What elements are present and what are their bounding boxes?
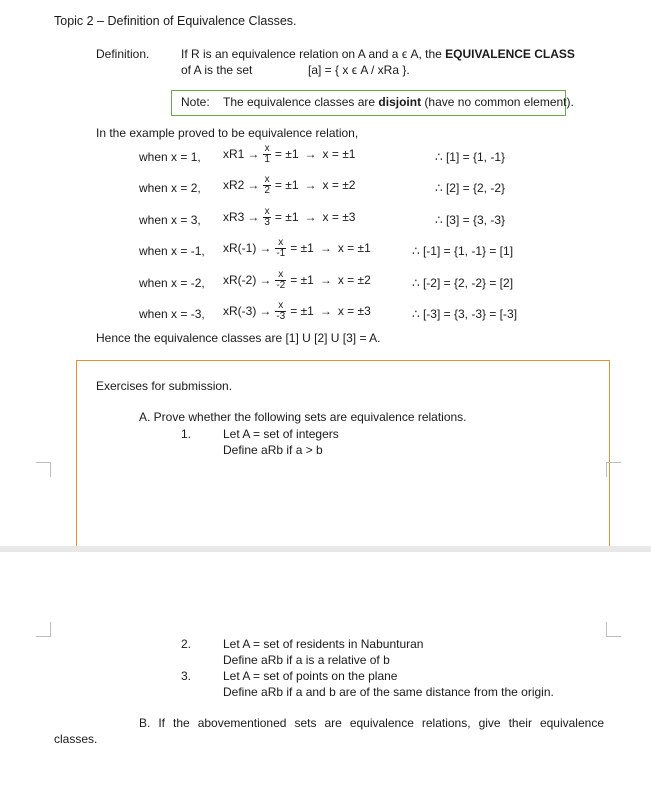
row-class: ∴ [1] = {1, -1} xyxy=(435,150,506,164)
definition-term: EQUIVALENCE CLASS xyxy=(445,47,575,61)
page-corner-mark xyxy=(606,462,621,477)
row-relation: xR1 xyxy=(223,146,245,161)
exercise-item-line: Let A = set of residents in Nabunturan xyxy=(223,637,424,651)
definition-text-line1 xyxy=(181,47,575,61)
fraction-denominator: 1 xyxy=(264,154,270,165)
exercise-item-line: Let A = set of integers xyxy=(223,427,339,441)
fraction-denominator: -3 xyxy=(276,311,286,322)
definition-text-line2: of A is the set xyxy=(181,63,253,77)
row-result: x = ±2 xyxy=(322,177,356,192)
row-equation xyxy=(223,144,358,165)
row-equation xyxy=(223,238,374,259)
row-equals: = ±1 xyxy=(274,177,299,192)
exercise-item-number: 1. xyxy=(181,427,192,441)
row-fraction xyxy=(263,144,271,165)
row-relation: xR2 xyxy=(223,177,245,192)
row-class: ∴ [3] = {3, -3} xyxy=(435,213,506,227)
row-equals: = ±1 xyxy=(274,209,299,224)
arrow-icon: → xyxy=(319,272,332,287)
arrow-icon: → xyxy=(319,240,332,255)
arrow-icon: → xyxy=(304,146,317,161)
page-corner-mark xyxy=(36,462,51,477)
row-equals: = ±1 xyxy=(274,146,299,161)
row-result: x = ±3 xyxy=(322,209,356,224)
definition-set-expression: [a] = { x ϵ A / xRa }. xyxy=(308,63,410,77)
row-class: ∴ [-1] = {1, -1} = [1] xyxy=(412,244,514,258)
row-relation: xR(-2) xyxy=(223,272,257,287)
note-text-post: (have no common element). xyxy=(421,95,574,109)
row-relation: xR(-1) xyxy=(223,240,257,255)
exercise-item-number: 2. xyxy=(181,637,192,651)
definition-label: Definition. xyxy=(96,47,150,61)
fraction-denominator: 2 xyxy=(264,185,270,196)
page-corner-mark xyxy=(36,622,51,637)
fraction-numerator: x xyxy=(275,301,286,312)
row-equals: = ±1 xyxy=(290,272,314,287)
row-when: when x = 1, xyxy=(139,150,201,164)
fraction-numerator: x xyxy=(275,238,286,249)
row-relation: xR(-3) xyxy=(223,303,257,318)
fraction-numerator: x xyxy=(275,270,286,281)
row-equation xyxy=(223,301,374,322)
arrow-icon: → xyxy=(247,146,260,161)
row-result: x = ±1 xyxy=(337,240,371,255)
row-relation: xR3 xyxy=(223,209,245,224)
row-fraction xyxy=(275,238,286,259)
row-class: ∴ [-3] = {3, -3} = [-3] xyxy=(412,307,518,321)
exercise-b-continuation: classes. xyxy=(54,732,98,746)
row-when: when x = 2, xyxy=(139,181,201,195)
row-equals: = ±1 xyxy=(290,303,314,318)
exercise-item-line: Define aRb if a and b are of the same distance from the origin. xyxy=(223,685,554,699)
conclusion-text: Hence the equivalence classes are [1] U [2] U [3] = A. xyxy=(96,331,381,345)
exercise-b-text: B. If the abovementioned sets are equivalence relations, give their equivalence xyxy=(139,716,604,730)
row-when: when x = 3, xyxy=(139,213,201,227)
arrow-icon: → xyxy=(247,177,260,192)
exercise-item-number: 3. xyxy=(181,669,192,683)
exercise-item-line: Define aRb if a > b xyxy=(223,443,323,457)
example-intro: In the example proved to be equivalence relation, xyxy=(96,126,359,140)
note-text xyxy=(223,95,574,109)
row-equals: = ±1 xyxy=(290,240,314,255)
row-class: ∴ [2] = {2, -2} xyxy=(435,181,506,195)
row-result: x = ±3 xyxy=(337,303,371,318)
row-when: when x = -1, xyxy=(139,244,205,258)
row-result: x = ±1 xyxy=(322,146,356,161)
arrow-icon: → xyxy=(259,240,272,255)
row-equation xyxy=(223,207,358,228)
arrow-icon: → xyxy=(247,209,260,224)
page-corner-mark xyxy=(606,622,621,637)
row-fraction xyxy=(275,270,286,291)
fraction-denominator: -2 xyxy=(276,280,286,291)
row-fraction xyxy=(263,207,271,228)
page-title: Topic 2 – Definition of Equivalence Classes. xyxy=(54,14,297,28)
fraction-denominator: -1 xyxy=(276,248,286,259)
fraction-numerator: x xyxy=(264,174,270,185)
arrow-icon: → xyxy=(259,272,272,287)
fraction-numerator: x xyxy=(264,206,270,217)
note-text-bold: disjoint xyxy=(378,95,422,109)
row-when: when x = -2, xyxy=(139,276,205,290)
exercise-a-heading: A. Prove whether the following sets are equivalence relations. xyxy=(139,410,467,424)
page-break xyxy=(0,546,651,552)
row-result: x = ±2 xyxy=(337,272,371,287)
arrow-icon: → xyxy=(304,209,317,224)
arrow-icon: → xyxy=(259,303,272,318)
row-equation xyxy=(223,270,374,291)
row-class: ∴ [-2] = {2, -2} = [2] xyxy=(412,276,514,290)
definition-text: If R is an equivalence relation on A and a ϵ A, the xyxy=(181,47,446,61)
exercises-title: Exercises for submission. xyxy=(96,379,233,393)
note-text-pre: The equivalence classes are xyxy=(223,95,379,109)
fraction-numerator: x xyxy=(264,143,270,154)
arrow-icon: → xyxy=(304,177,317,192)
note-label: Note: xyxy=(181,95,210,109)
row-when: when x = -3, xyxy=(139,307,205,321)
exercise-item-line: Define aRb if a is a relative of b xyxy=(223,653,390,667)
arrow-icon: → xyxy=(319,303,332,318)
row-fraction xyxy=(275,301,286,322)
row-fraction xyxy=(263,175,271,196)
fraction-denominator: 3 xyxy=(264,217,270,228)
exercise-item-line: Let A = set of points on the plane xyxy=(223,669,398,683)
row-equation xyxy=(223,175,358,196)
